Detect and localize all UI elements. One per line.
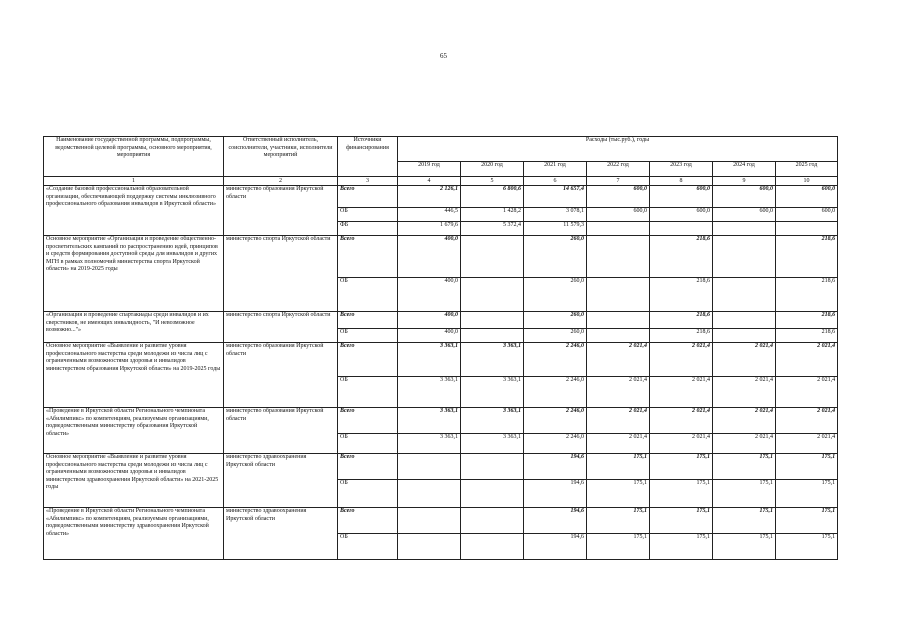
header-year: 2021 год (524, 162, 587, 177)
expense-value: 3 363,1 (398, 408, 461, 434)
expense-value: 3 078,1 (524, 208, 587, 222)
funding-source: Всего (338, 343, 398, 377)
header-year: 2024 год (713, 162, 776, 177)
column-number: 6 (524, 177, 587, 186)
executor: министерство здравоохранения Иркутской области (224, 454, 338, 508)
funding-source: Всего (338, 236, 398, 278)
expense-value: 175,1 (776, 508, 838, 534)
executor: министерство здравоохранения Иркутской области (224, 508, 338, 560)
expense-value: 446,5 (398, 208, 461, 222)
header-expenses: Расходы (тыс.руб.), годы (398, 137, 838, 162)
funding-source: ОБ (338, 377, 398, 408)
expense-value: 218,6 (776, 329, 838, 343)
activity-name: «Проведение в Иркутской области Регионального чемпионата «Абилимпикс» по компетенциям, реализуемым организациями, подведомственными министерству здравоохранения Иркутской области» (44, 508, 224, 560)
expense-value: 2 021,4 (650, 408, 713, 434)
expense-value (776, 222, 838, 236)
expense-value (587, 329, 650, 343)
expense-value: 2 021,4 (650, 377, 713, 408)
header-source: Источники финансирования (338, 137, 398, 177)
expense-value: 218,6 (776, 312, 838, 329)
expense-value: 175,1 (650, 508, 713, 534)
expense-value: 2 021,4 (587, 408, 650, 434)
executor: министерство образования Иркутской области (224, 343, 338, 408)
column-number: 7 (587, 177, 650, 186)
expense-value (587, 312, 650, 329)
expense-value: 2 021,4 (776, 343, 838, 377)
column-number: 8 (650, 177, 713, 186)
expense-value: 2 246,0 (524, 408, 587, 434)
expense-value: 2 021,4 (713, 377, 776, 408)
expense-value: 3 363,1 (461, 377, 524, 408)
expense-value: 175,1 (776, 480, 838, 508)
activity-name: «Проведение в Иркутской области Регионального чемпионата «Абилимпикс» по компетенциям, реализуемым организациями, подведомственными министерству образования Иркутской области» (44, 408, 224, 454)
expense-value: 600,0 (713, 186, 776, 208)
expense-value: 14 657,4 (524, 186, 587, 208)
expense-value (461, 508, 524, 534)
expense-value (713, 329, 776, 343)
activity-name: Основное мероприятие «Выявление и развитие уровня профессионального мастерства среди молодежи из числа лиц с ограниченными возможностями здоровья и инвалидов министерством здравоохранения Иркутской области» на 2021-2025 годы (44, 454, 224, 508)
funding-source: Всего (338, 408, 398, 434)
column-number: 4 (398, 177, 461, 186)
expense-value: 2 246,0 (524, 377, 587, 408)
expense-value: 175,1 (713, 480, 776, 508)
funding-source: ОБ (338, 278, 398, 312)
expense-value: 2 021,4 (587, 377, 650, 408)
expense-value: 600,0 (776, 208, 838, 222)
expense-value (398, 454, 461, 480)
expense-value (587, 278, 650, 312)
column-number: 10 (776, 177, 838, 186)
expense-value: 3 363,1 (461, 408, 524, 434)
expense-value: 5 372,4 (461, 222, 524, 236)
funding-source: ФБ (338, 222, 398, 236)
expense-value: 175,1 (776, 534, 838, 560)
expense-value: 3 363,1 (461, 434, 524, 454)
expense-value (461, 534, 524, 560)
expense-value: 218,6 (650, 236, 713, 278)
expense-value: 175,1 (587, 508, 650, 534)
table-row (44, 343, 838, 377)
expense-value: 600,0 (713, 208, 776, 222)
executor: министерство образования Иркутской области (224, 408, 338, 454)
expense-value: 11 579,3 (524, 222, 587, 236)
expense-value: 6 800,6 (461, 186, 524, 208)
expense-value (587, 222, 650, 236)
column-number: 9 (713, 177, 776, 186)
expense-value: 3 363,1 (398, 377, 461, 408)
expense-value: 175,1 (650, 454, 713, 480)
funding-source: ОБ (338, 208, 398, 222)
expense-value: 3 363,1 (398, 434, 461, 454)
executor: министерство образования Иркутской области (224, 186, 338, 236)
expense-value (713, 312, 776, 329)
expense-value: 2 021,4 (776, 377, 838, 408)
expense-value: 3 363,1 (398, 343, 461, 377)
expense-value: 194,6 (524, 480, 587, 508)
header-year: 2019 год (398, 162, 461, 177)
expense-value (461, 278, 524, 312)
expense-value (650, 222, 713, 236)
expense-value (398, 480, 461, 508)
expense-value: 175,1 (713, 534, 776, 560)
funding-source: ОБ (338, 329, 398, 343)
expense-value (713, 222, 776, 236)
expense-value (461, 329, 524, 343)
expense-value: 400,0 (398, 312, 461, 329)
expense-value: 175,1 (587, 454, 650, 480)
expense-value: 2 246,0 (524, 434, 587, 454)
funding-source: ОБ (338, 480, 398, 508)
expense-value: 2 021,4 (587, 434, 650, 454)
expense-value (398, 534, 461, 560)
header-year: 2023 год (650, 162, 713, 177)
expense-value: 600,0 (776, 186, 838, 208)
expense-value: 218,6 (776, 278, 838, 312)
funding-source: ОБ (338, 534, 398, 560)
expense-value: 175,1 (713, 454, 776, 480)
expense-value: 175,1 (650, 534, 713, 560)
expense-value: 218,6 (650, 312, 713, 329)
expense-value: 175,1 (587, 534, 650, 560)
expense-value (587, 236, 650, 278)
expense-value (713, 278, 776, 312)
expense-value: 175,1 (650, 480, 713, 508)
expense-value: 600,0 (587, 208, 650, 222)
header-year: 2025 год (776, 162, 838, 177)
expense-value: 260,0 (524, 312, 587, 329)
expense-value (398, 508, 461, 534)
expense-value (461, 480, 524, 508)
expense-value: 3 363,1 (461, 343, 524, 377)
expense-value: 175,1 (776, 454, 838, 480)
expense-value: 2 021,4 (776, 434, 838, 454)
column-number: 3 (338, 177, 398, 186)
expense-value: 400,0 (398, 278, 461, 312)
header-year: 2022 год (587, 162, 650, 177)
expense-value: 2 126,1 (398, 186, 461, 208)
expense-value (461, 312, 524, 329)
header-name: Наименование государственной программы, подпрограммы, ведомственной целевой программы, основного мероприятия, мероприятия (44, 137, 224, 177)
funding-source: ОБ (338, 434, 398, 454)
budget-table (43, 136, 838, 560)
header-year: 2020 год (461, 162, 524, 177)
funding-source: Всего (338, 186, 398, 208)
activity-name: «Создание базовой профессиональной образовательной организации, обеспечивающей поддержку системы инклюзивного профессионального образования инвалидов в Иркутской области» (44, 186, 224, 236)
funding-source: Всего (338, 312, 398, 329)
table-row (44, 454, 838, 480)
table-row (44, 186, 838, 208)
header-executor: Ответственный исполнитель, соисполнители, участники, исполнители мероприятий (224, 137, 338, 177)
expense-value: 2 246,0 (524, 343, 587, 377)
activity-name: Основное мероприятие «Организация и проведение общественно-просветительских кампаний по распространению идей, принципов и средств формирования доступной среды для инвалидов и других МГН в рамках полномочий министерства спорта Иркутской области» на 2019-2025 годы (44, 236, 224, 312)
expense-value (461, 454, 524, 480)
expense-value: 2 021,4 (650, 434, 713, 454)
expense-value: 175,1 (713, 508, 776, 534)
column-number: 2 (224, 177, 338, 186)
expense-value: 218,6 (650, 329, 713, 343)
expense-value: 2 021,4 (650, 343, 713, 377)
expense-value: 2 021,4 (713, 434, 776, 454)
page-number: 65 (440, 52, 447, 60)
expense-value: 2 021,4 (776, 408, 838, 434)
expense-value: 218,6 (650, 278, 713, 312)
column-number: 5 (461, 177, 524, 186)
expense-value: 260,0 (524, 236, 587, 278)
funding-source: Всего (338, 508, 398, 534)
table-row (44, 408, 838, 434)
expense-value: 260,0 (524, 329, 587, 343)
expense-value: 400,0 (398, 236, 461, 278)
expense-value: 194,6 (524, 508, 587, 534)
table-row (44, 312, 838, 329)
expense-value: 175,1 (587, 480, 650, 508)
funding-source: Всего (338, 454, 398, 480)
expense-value: 600,0 (650, 208, 713, 222)
expense-value: 400,0 (398, 329, 461, 343)
expense-value (713, 236, 776, 278)
expense-value: 260,0 (524, 278, 587, 312)
table-row (44, 508, 838, 534)
activity-name: «Организация и проведение спартакиады среди инвалидов и их сверстников, не имеющих инвалидность, "И невозможное возможно..."» (44, 312, 224, 343)
activity-name: Основное мероприятие «Выявление и развитие уровня профессионального мастерства среди молодежи из числа лиц с ограниченными возможностями здоровья и инвалидов министерством образования Иркутской области» на 2019-2025 годы (44, 343, 224, 408)
expense-value (461, 236, 524, 278)
expense-value: 1 679,6 (398, 222, 461, 236)
expense-value: 600,0 (650, 186, 713, 208)
executor: министерство спорта Иркутской области (224, 236, 338, 312)
expense-value: 2 021,4 (713, 408, 776, 434)
executor: министерство спорта Иркутской области (224, 312, 338, 343)
expense-value: 194,6 (524, 454, 587, 480)
table-row (44, 236, 838, 278)
expense-value: 194,6 (524, 534, 587, 560)
expense-value: 600,0 (587, 186, 650, 208)
expense-value: 2 021,4 (587, 343, 650, 377)
expense-value: 218,6 (776, 236, 838, 278)
expense-value: 1 428,2 (461, 208, 524, 222)
expense-value: 2 021,4 (713, 343, 776, 377)
column-number: 1 (44, 177, 224, 186)
